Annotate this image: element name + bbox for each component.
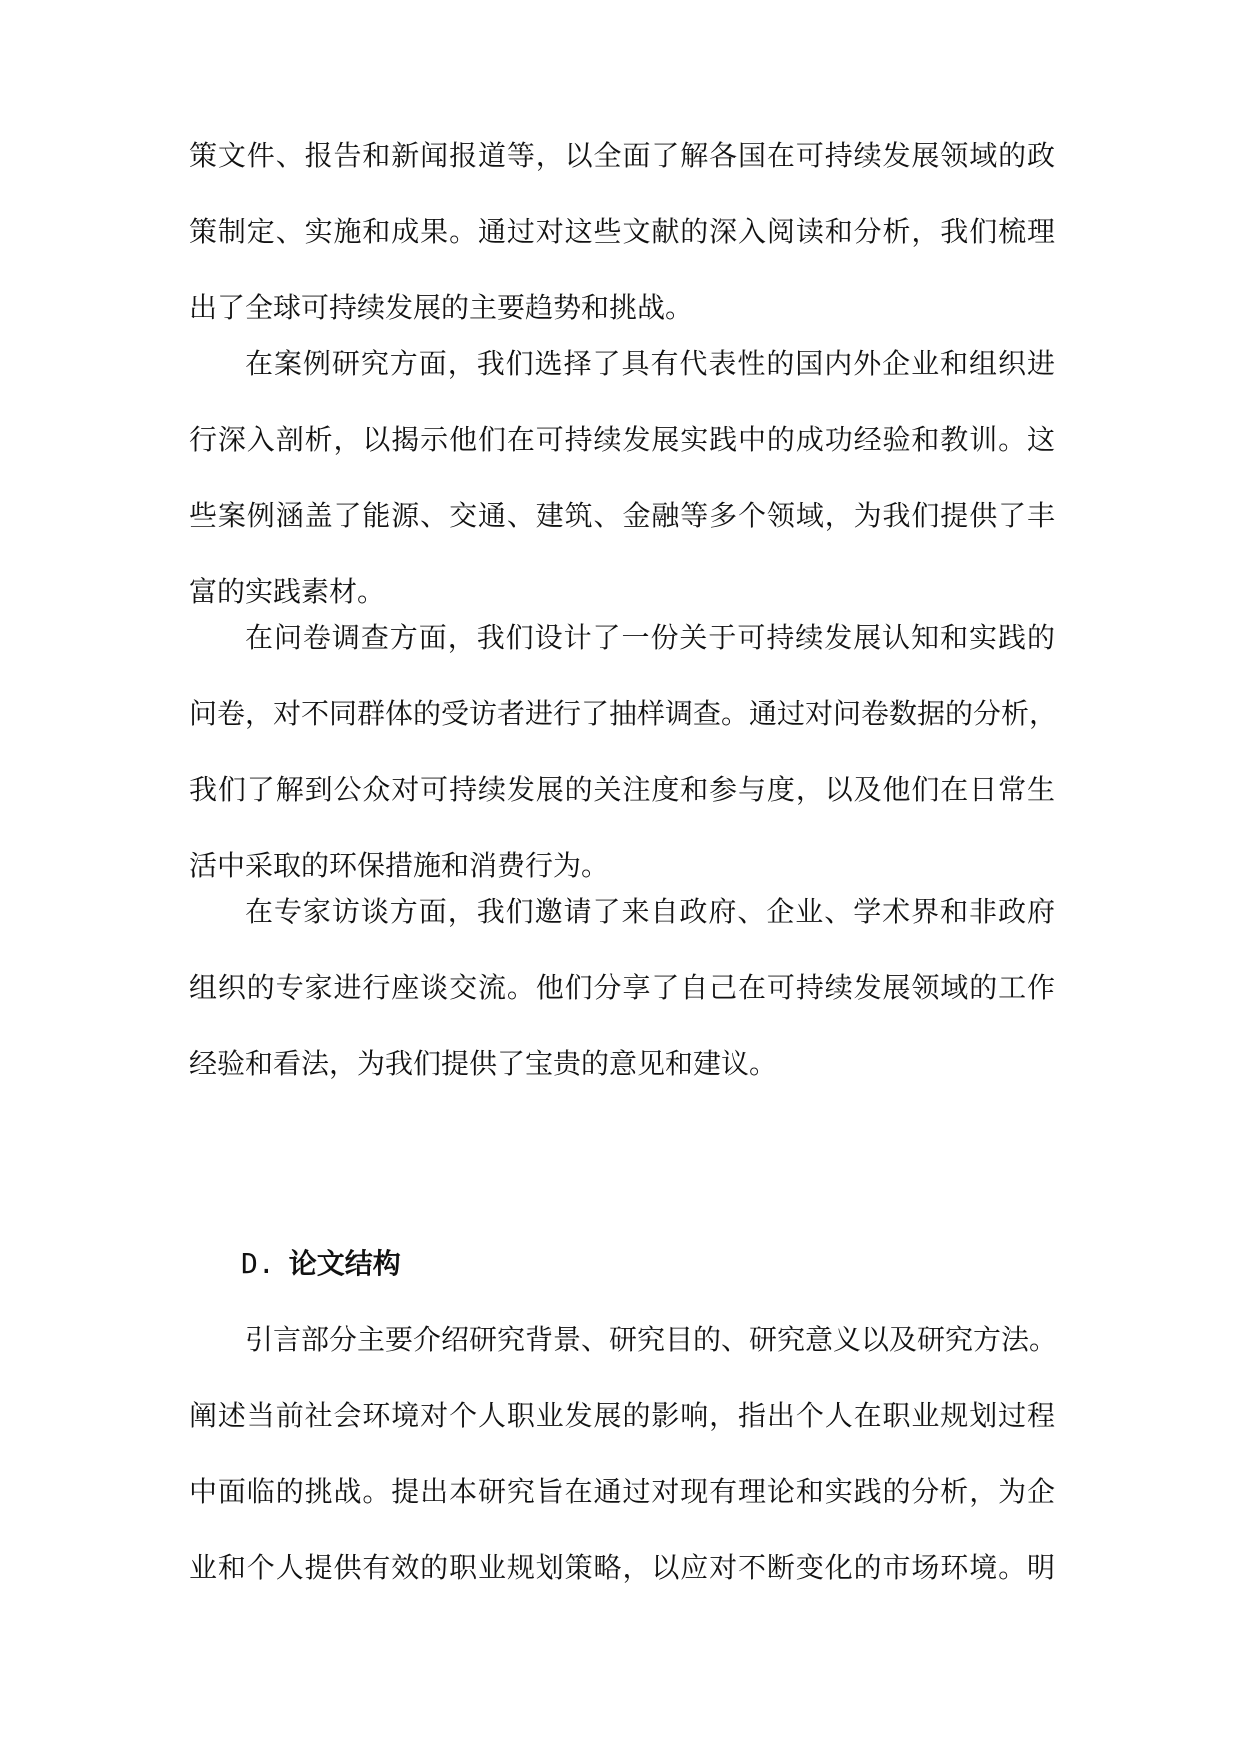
- text-line: 引言部分主要介绍研究背景、研究目的、研究意义以及研究方法。: [245, 1323, 1058, 1356]
- section-heading-letter: D.: [241, 1247, 275, 1280]
- text-line: 出了全球可持续发展的主要趋势和挑战。: [189, 291, 694, 324]
- text-line: 策制定、实施和成果。通过对这些文献的深入阅读和分析，我们梳理: [189, 215, 1055, 248]
- text-line: 富的实践素材。: [189, 575, 386, 608]
- paragraph-expert-interview: [189, 874, 1055, 1102]
- text-line: 在案例研究方面，我们选择了具有代表性的国内外企业和组织进: [245, 347, 1055, 380]
- text-line: 行深入剖析，以揭示他们在可持续发展实践中的成功经验和教训。这: [189, 423, 1055, 456]
- text-line: 活中采取的环保措施和消费行为。: [189, 849, 610, 882]
- paragraph-case-study: [189, 326, 1055, 630]
- text-line: 些案例涵盖了能源、交通、建筑、金融等多个领域，为我们提供了丰: [189, 499, 1055, 532]
- text-line: 在专家访谈方面，我们邀请了来自政府、企业、学术界和非政府: [245, 895, 1055, 928]
- text-line: 策文件、报告和新闻报道等，以全面了解各国在可持续发展领域的政: [189, 139, 1055, 172]
- text-line: 在问卷调查方面，我们设计了一份关于可持续发展认知和实践的: [245, 621, 1055, 654]
- section-heading: [241, 1226, 401, 1302]
- text-line: 组织的专家进行座谈交流。他们分享了自己在可持续发展领域的工作: [189, 971, 1055, 1004]
- paragraph-thesis-structure: [189, 1302, 1058, 1606]
- paragraph-questionnaire: [189, 600, 1058, 904]
- paragraph-literature-review: [189, 118, 1055, 346]
- text-line: 阐述当前社会环境对个人职业发展的影响，指出个人在职业规划过程: [189, 1399, 1055, 1432]
- section-heading-title: 论文结构: [288, 1247, 401, 1280]
- text-line: 问卷，对不同群体的受访者进行了抽样调查。通过对问卷数据的分析，: [189, 697, 1058, 730]
- text-line: 中面临的挑战。提出本研究旨在通过对现有理论和实践的分析，为企: [189, 1475, 1055, 1508]
- text-line: 经验和看法，为我们提供了宝贵的意见和建议。: [189, 1047, 778, 1080]
- text-line: 我们了解到公众对可持续发展的关注度和参与度，以及他们在日常生: [189, 773, 1055, 806]
- text-line: 业和个人提供有效的职业规划策略，以应对不断变化的市场环境。明: [189, 1551, 1055, 1584]
